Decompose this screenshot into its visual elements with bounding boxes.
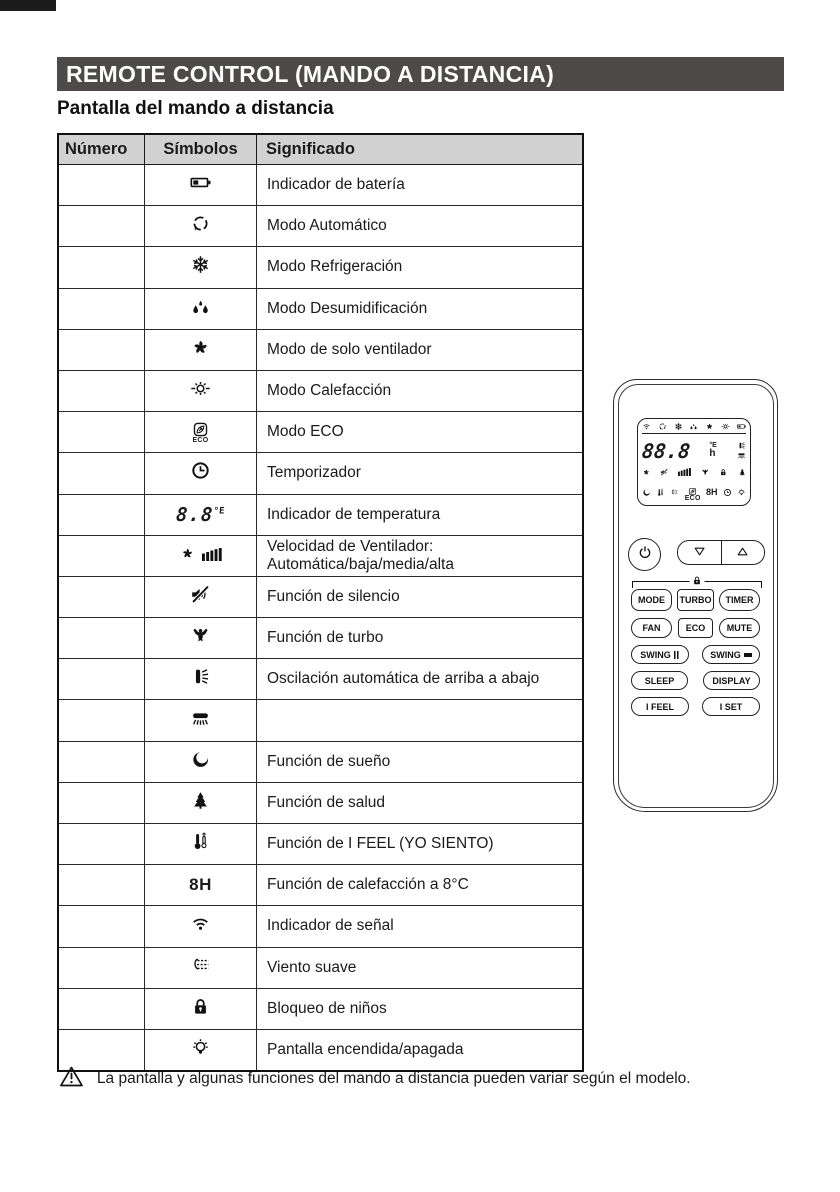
i-set-button[interactable]: I SET [702, 697, 760, 716]
numero-cell [58, 288, 145, 329]
simbolo-cell [145, 535, 257, 576]
simbolo-cell [145, 618, 257, 659]
simbolo-cell [145, 206, 257, 247]
heat-8h-label: 8H [189, 875, 212, 895]
significado-cell: Pantalla encendida/apagada [257, 1029, 584, 1071]
heat-8c-icon [189, 875, 212, 895]
swing-vertical-icon [190, 666, 211, 687]
table-row [58, 1029, 583, 1071]
numero-cell [58, 618, 145, 659]
health-icon [190, 790, 211, 811]
simbolo-cell [145, 1029, 257, 1071]
power-icon [637, 544, 653, 565]
fan-speed-icon [180, 546, 222, 561]
numero-cell [58, 700, 145, 741]
temp-digits: 8.8 [175, 503, 215, 526]
power-button[interactable] [628, 538, 661, 571]
swing-vertical-indicator [674, 651, 680, 659]
health-icon [738, 468, 747, 477]
swing-vertical-icon [737, 441, 746, 450]
symbols-table [57, 133, 584, 1072]
chevron-down-icon [693, 544, 706, 562]
dehumidify-icon [689, 422, 698, 431]
table-row [58, 453, 583, 494]
significado-cell: Función de sueño [257, 741, 584, 782]
significado-cell: Función de calefacción a 8°C [257, 865, 584, 906]
significado-cell: Modo Desumidificación [257, 288, 584, 329]
simbolo-cell [145, 329, 257, 370]
swing-horizontal-icon [190, 708, 211, 729]
table-row [58, 329, 583, 370]
swing-horizontal-button[interactable]: SWING [702, 645, 760, 664]
sun-icon [721, 422, 730, 431]
simbolo-cell [145, 288, 257, 329]
timer-icon [190, 460, 211, 481]
significado-cell: Indicador de señal [257, 906, 584, 947]
table-row [58, 535, 583, 576]
table-header-significado: Significado [257, 134, 584, 165]
sleep-icon [190, 749, 211, 770]
warning-icon [60, 1066, 83, 1092]
significado-cell: Función de I FEEL (YO SIENTO) [257, 824, 584, 865]
significado-cell: Función de turbo [257, 618, 584, 659]
numero-cell [58, 782, 145, 823]
fan-icon [705, 422, 714, 431]
swing-horizontal-indicator [744, 653, 752, 657]
child-lock-icon [719, 468, 728, 477]
table-header-numero: Número [58, 134, 145, 165]
simbolo-cell [145, 576, 257, 617]
auto-mode-icon [190, 213, 211, 234]
table-row [58, 782, 583, 823]
significado-cell: Función de silencio [257, 576, 584, 617]
lcd-function-row-1 [642, 468, 746, 477]
signal-icon [190, 913, 211, 934]
lcd-temperature-digits: 88.8 [640, 438, 692, 463]
remote-control-illustration [613, 379, 778, 812]
lock-icon [690, 575, 705, 586]
temp-up-button[interactable] [721, 541, 765, 564]
eco-label: ECO [684, 494, 701, 502]
chevron-up-icon [736, 544, 749, 562]
table-row [58, 288, 583, 329]
simbolo-cell [145, 700, 257, 741]
swing-horizontal-icon [737, 451, 746, 460]
temp-unit: °E [213, 506, 226, 517]
mode-button[interactable]: MODE [631, 589, 672, 611]
fan-icon [190, 337, 211, 358]
sleep-button[interactable]: SLEEP [631, 671, 688, 690]
table-row [58, 741, 583, 782]
soft-wind-icon [670, 488, 679, 497]
numero-cell [58, 576, 145, 617]
mute-icon [660, 468, 669, 477]
significado-cell: Indicador de temperatura [257, 494, 584, 535]
lcd-temperature-row [640, 438, 746, 463]
significado-cell: Modo Calefacción [257, 370, 584, 411]
child-lock-bracket [632, 581, 762, 588]
battery-icon [737, 422, 746, 431]
significado-cell: Modo Refrigeración [257, 247, 584, 288]
page-title: REMOTE CONTROL (MANDO A DISTANCIA) [66, 60, 555, 87]
sun-icon [190, 378, 211, 399]
numero-cell [58, 370, 145, 411]
table-row [58, 165, 583, 206]
numero-cell [58, 494, 145, 535]
simbolo-cell [145, 659, 257, 700]
numero-cell [58, 824, 145, 865]
battery-icon [190, 172, 211, 193]
remote-lcd [637, 418, 751, 506]
numero-cell [58, 741, 145, 782]
eco-label: ECO [192, 436, 209, 444]
numero-cell [58, 988, 145, 1029]
i-feel-icon [190, 831, 211, 852]
i-feel-button[interactable]: I FEEL [631, 697, 689, 716]
sleep-icon [642, 488, 651, 497]
simbolo-cell [145, 494, 257, 535]
snowflake-icon [190, 254, 211, 275]
table-header-row [58, 134, 583, 165]
simbolo-cell [145, 782, 257, 823]
numero-cell [58, 659, 145, 700]
table-row [58, 618, 583, 659]
numero-cell [58, 165, 145, 206]
symbols-table-body [58, 165, 583, 1072]
numero-cell [58, 906, 145, 947]
table-row [58, 906, 583, 947]
lcd-8h-label: 8H [706, 487, 718, 498]
significado-cell: Indicador de batería [257, 165, 584, 206]
turbo-icon [701, 468, 710, 477]
child-lock-icon [190, 996, 211, 1017]
footer-note-text: La pantalla y algunas funciones del mando a distancia pueden variar según el modelo. [96, 1070, 691, 1087]
numero-cell [58, 947, 145, 988]
numero-cell [58, 535, 145, 576]
display-icon [737, 488, 746, 497]
display-icon [190, 1037, 211, 1058]
simbolo-cell [145, 824, 257, 865]
section-header-bar [57, 57, 784, 91]
numero-cell [58, 1029, 145, 1071]
significado-cell: Modo de solo ventilador [257, 329, 584, 370]
significado-cell: Velocidad de Ventilador: Automática/baja/media/alta [257, 535, 584, 576]
lcd-function-row-2 [642, 483, 746, 502]
temp-down-button[interactable] [678, 541, 721, 564]
table-row [58, 494, 583, 535]
numero-cell [58, 453, 145, 494]
table-row [58, 247, 583, 288]
simbolo-cell [145, 947, 257, 988]
numero-cell [58, 247, 145, 288]
turbo-icon [190, 625, 211, 646]
temperature-display-icon [176, 504, 224, 526]
timer-button[interactable]: TIMER [719, 589, 760, 611]
temperature-arrows [677, 540, 765, 565]
simbolo-cell [145, 988, 257, 1029]
significado-cell: Bloqueo de niños [257, 988, 584, 1029]
swing-vertical-button[interactable]: SWING [631, 645, 689, 664]
scan-artifact [0, 0, 56, 11]
table-row [58, 412, 583, 453]
fan-button[interactable]: FAN [631, 618, 672, 638]
table-row [58, 576, 583, 617]
simbolo-cell [145, 741, 257, 782]
significado-cell: Función de salud [257, 782, 584, 823]
fan-icon [642, 468, 651, 477]
mute-icon [190, 584, 211, 605]
numero-cell [58, 329, 145, 370]
simbolo-cell [145, 247, 257, 288]
eco-icon [192, 421, 209, 444]
lcd-status-row [642, 422, 746, 434]
page-subtitle: Pantalla del mando a distancia [57, 98, 334, 119]
turbo-button[interactable]: TURBO [677, 589, 714, 611]
display-button[interactable]: DISPLAY [703, 671, 760, 690]
timer-icon [723, 488, 732, 497]
simbolo-cell [145, 906, 257, 947]
numero-cell [58, 412, 145, 453]
significado-cell [257, 700, 584, 741]
auto-mode-icon [658, 422, 667, 431]
significado-cell: Oscilación automática de arriba a abajo [257, 659, 584, 700]
table-row [58, 947, 583, 988]
significado-cell: Modo Automático [257, 206, 584, 247]
table-row [58, 700, 583, 741]
lcd-unit-label: °E [709, 442, 717, 450]
simbolo-cell [145, 453, 257, 494]
i-feel-icon [656, 488, 665, 497]
eco-icon [685, 483, 701, 502]
footer-note [60, 1066, 691, 1092]
significado-cell: Temporizador [257, 453, 584, 494]
simbolo-cell [145, 165, 257, 206]
signal-icon [642, 422, 651, 431]
significado-cell: Viento suave [257, 947, 584, 988]
soft-wind-icon [190, 955, 211, 976]
table-row [58, 824, 583, 865]
table-row [58, 988, 583, 1029]
table-row [58, 865, 583, 906]
table-header-simbolos: Símbolos [145, 134, 257, 165]
eco-button[interactable]: ECO [678, 618, 713, 638]
significado-cell: Modo ECO [257, 412, 584, 453]
lcd-hour-label: h [709, 448, 716, 460]
fan-speed-bars-icon [678, 468, 691, 477]
numero-cell [58, 865, 145, 906]
snowflake-icon [674, 422, 683, 431]
table-row [58, 206, 583, 247]
table-row [58, 370, 583, 411]
numero-cell [58, 206, 145, 247]
simbolo-cell [145, 865, 257, 906]
simbolo-cell [145, 370, 257, 411]
simbolo-cell [145, 412, 257, 453]
mute-button[interactable]: MUTE [719, 618, 760, 638]
dehumidify-icon [190, 296, 211, 317]
table-row [58, 659, 583, 700]
